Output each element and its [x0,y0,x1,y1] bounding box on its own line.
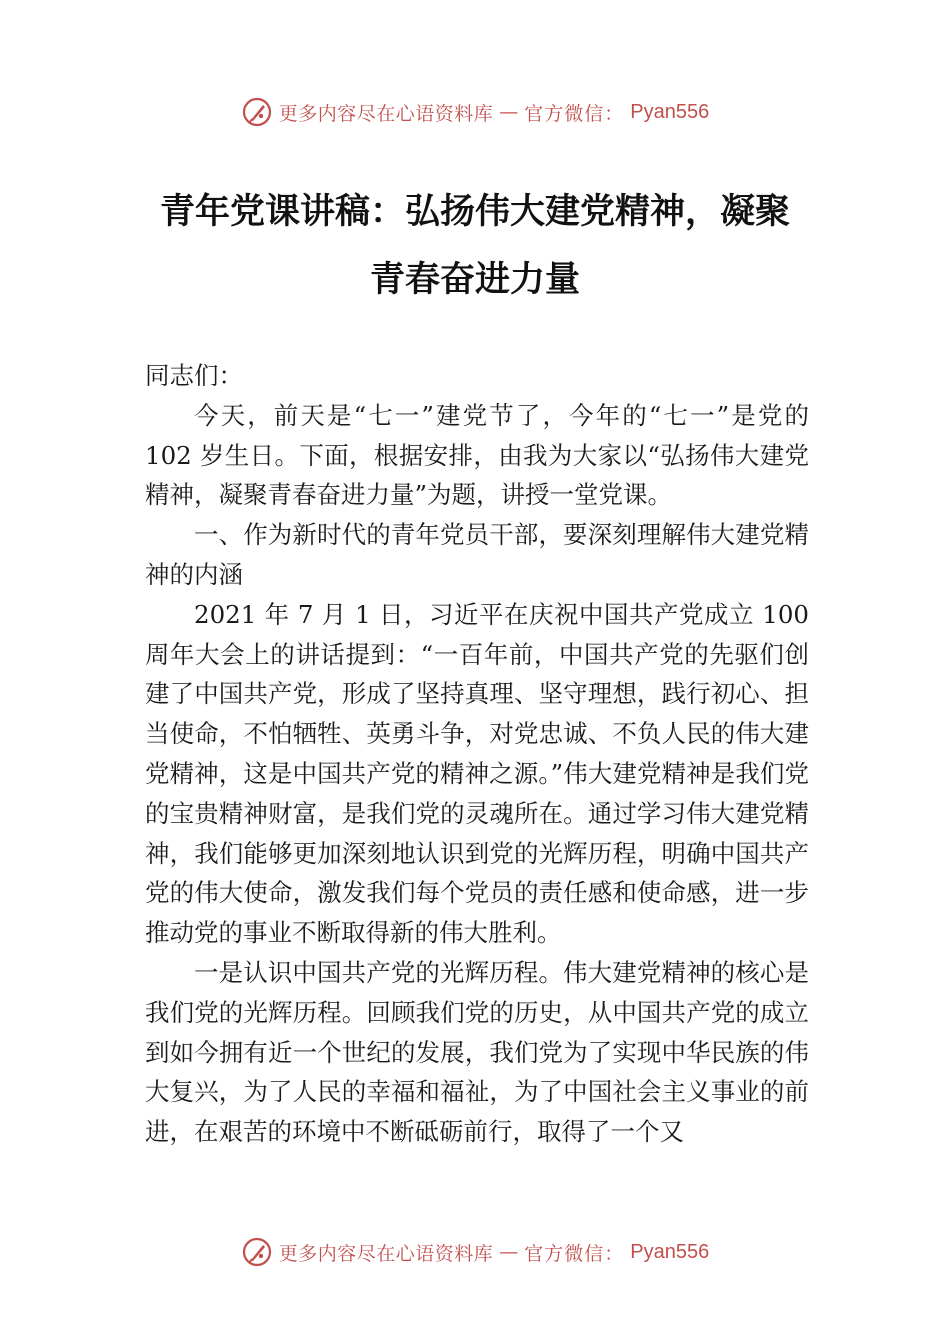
paragraph: 今天，前天是“七一”建党节了，今年的“七一”是党的 102 岁生日。下面，根据安排，由我为大家以“弘扬伟大建党精神，凝聚青春奋进力量”为题，讲授一堂党课。 [145,400,809,510]
footer-banner [0,1234,950,1270]
banner-site-text: 更多内容尽在心语资料库 [278,1242,494,1265]
banner-dash: — [499,1241,519,1263]
document-title: 青年党课讲稿：弘扬伟大建党精神，凝聚青春奋进力量 [159,191,790,300]
banner-site-text: 更多内容尽在心语资料库 [278,102,494,125]
banner-wechat-id: Pyan556 [630,100,710,123]
quill-pen-circle-icon [241,1236,273,1268]
header-banner [0,94,950,130]
quill-pen-circle-icon [241,96,273,128]
paragraph: 2021 年 7 月 1 日，习近平在庆祝中国共产党成立 100 周年大会上的讲话提到：“一百年前，中国共产党的先驱们创建了中国共产党，形成了坚持真理、坚守理想，践行初心、担当使命，不怕牺牲、英勇斗争，对党忠诚、不负人民的伟大建党精神，这是中国共产党的精神之源。”伟大建党精神是我们党的宝贵精神财富，是我们党的灵魂所在。通过学习伟大建党精神，我们能够更加深刻地认识到党的光辉历程，明确中国共产党的伟大使命，激发我们每个党员的责任感和使命感，进一步推动党的事业不断取得新的伟大胜利。 [145,599,809,948]
document-body [145,356,809,1152]
salutation: 同志们： [145,361,243,390]
banner-wechat-label: 官方微信： [524,1242,625,1265]
banner-dash: — [499,101,519,123]
paragraph: 一是认识中国共产党的光辉历程。伟大建党精神的核心是我们党的光辉历程。回顾我们党的历史，从中国共产党的成立到如今拥有近一个世纪的发展，我们党为了实现中华民族的伟大复兴，为了人民的幸福和福祉，为了中国社会主义事业的前进，在艰苦的环境中不断砥砺前行，取得了一个又 [145,957,809,1147]
banner-wechat-label: 官方微信： [524,102,625,125]
section-heading: 一、作为新时代的青年党员干部，要深刻理解伟大建党精神的内涵 [145,520,809,589]
banner-wechat-id: Pyan556 [630,1240,710,1263]
